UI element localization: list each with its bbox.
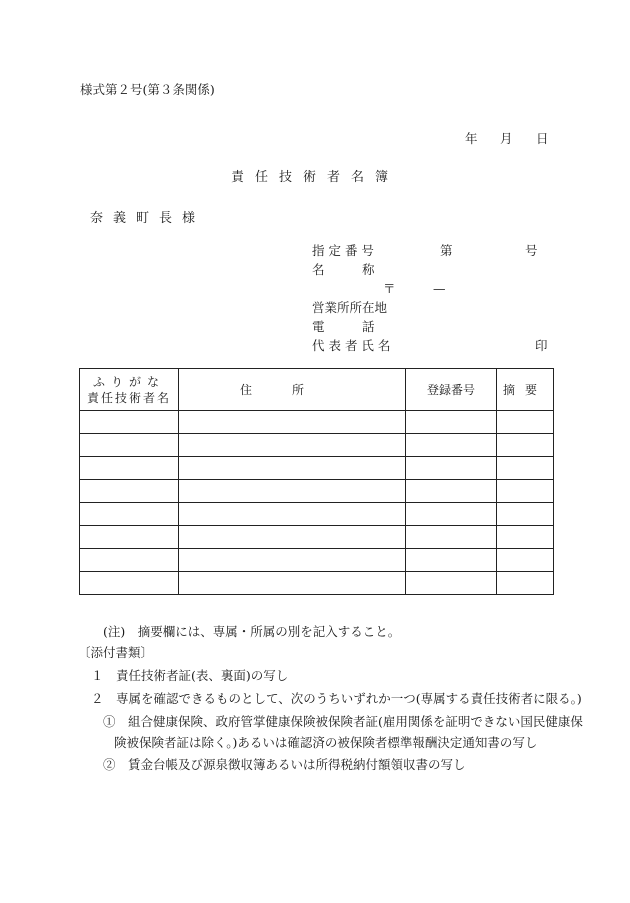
cell-address[interactable] xyxy=(179,549,406,572)
designation-number-suffix: 号 xyxy=(525,243,538,258)
designation-number-prefix: 第 xyxy=(440,243,453,258)
cell-summary[interactable] xyxy=(497,480,554,503)
cell-summary[interactable] xyxy=(497,503,554,526)
date-month: 月 xyxy=(500,131,513,146)
header-address: 住所 xyxy=(179,369,406,411)
table-row xyxy=(80,526,554,549)
form-number: 様式第２号(第３条関係) xyxy=(80,82,215,97)
cell-registration[interactable] xyxy=(406,434,497,457)
table-row xyxy=(80,549,554,572)
attachments-heading: 〔添付書類〕 xyxy=(78,645,154,660)
table-row xyxy=(80,457,554,480)
cell-summary[interactable] xyxy=(497,434,554,457)
date-day: 日 xyxy=(536,131,549,146)
attachment-item-2-2: ② 賃金台帳及び源泉徴収簿あるいは所得税納付額領収書の写し xyxy=(103,757,466,772)
postal-code-field: 〒 — xyxy=(383,281,446,296)
cell-registration[interactable] xyxy=(406,572,497,595)
cell-name[interactable] xyxy=(80,434,179,457)
phone-label: 電 話 xyxy=(312,319,375,334)
cell-address[interactable] xyxy=(179,480,406,503)
cell-address[interactable] xyxy=(179,526,406,549)
table-header-row xyxy=(80,369,554,411)
attachment-item-2-1: ① 組合健康保険、政府管掌健康保険被保険者証(雇用関係を証明できない国民健康保 xyxy=(103,714,583,729)
table-row xyxy=(80,411,554,434)
company-name-label: 名 称 xyxy=(312,262,375,277)
cell-summary[interactable] xyxy=(497,526,554,549)
table-row xyxy=(80,503,554,526)
cell-name[interactable] xyxy=(80,411,179,434)
cell-summary[interactable] xyxy=(497,411,554,434)
cell-address[interactable] xyxy=(179,434,406,457)
table-row xyxy=(80,480,554,503)
header-furigana: ふりがな xyxy=(92,374,165,389)
addressee: 奈義町長様 xyxy=(90,211,206,226)
representative-name-label: 代 表 者 氏 名 xyxy=(312,338,391,353)
table-row xyxy=(80,572,554,595)
cell-summary[interactable] xyxy=(497,572,554,595)
cell-summary[interactable] xyxy=(497,549,554,572)
office-address-label: 営業所所在地 xyxy=(312,300,388,315)
note-text: (注) 摘要欄には、専属・所属の別を記入すること。 xyxy=(103,624,401,639)
cell-registration[interactable] xyxy=(406,503,497,526)
cell-registration[interactable] xyxy=(406,457,497,480)
attachment-item-2-1-cont: 険被保険者証は除く。)あるいは確認済の被保険者標準報酬決定通知書の写し xyxy=(114,735,538,750)
table-row xyxy=(80,434,554,457)
cell-name[interactable] xyxy=(80,480,179,503)
cell-address[interactable] xyxy=(179,572,406,595)
header-registration-number: 登録番号 xyxy=(406,369,497,411)
cell-name[interactable] xyxy=(80,572,179,595)
header-name-cell xyxy=(80,369,179,411)
cell-name[interactable] xyxy=(80,526,179,549)
cell-address[interactable] xyxy=(179,503,406,526)
designation-number-label: 指 定 番 号 xyxy=(312,243,374,258)
cell-registration[interactable] xyxy=(406,526,497,549)
seal-mark: 印 xyxy=(535,338,548,353)
cell-name[interactable] xyxy=(80,549,179,572)
header-technician-name: 責任技術者名 xyxy=(86,390,171,405)
attachment-item-2: ２ 専属を確認できるものとして、次のうちいずれか一つ(専属する責任技術者に限る。) xyxy=(91,691,582,706)
cell-name[interactable] xyxy=(80,457,179,480)
cell-name[interactable] xyxy=(80,503,179,526)
document-title: 責任技術者名簿 xyxy=(230,170,399,185)
cell-address[interactable] xyxy=(179,457,406,480)
attachment-item-1: １ 責任技術者証(表、裏面)の写し xyxy=(91,668,289,683)
technician-table xyxy=(79,368,554,595)
cell-registration[interactable] xyxy=(406,411,497,434)
cell-registration[interactable] xyxy=(406,480,497,503)
cell-summary[interactable] xyxy=(497,457,554,480)
cell-registration[interactable] xyxy=(406,549,497,572)
cell-address[interactable] xyxy=(179,411,406,434)
date-year: 年 xyxy=(465,131,478,146)
header-summary: 摘要 xyxy=(497,369,554,411)
